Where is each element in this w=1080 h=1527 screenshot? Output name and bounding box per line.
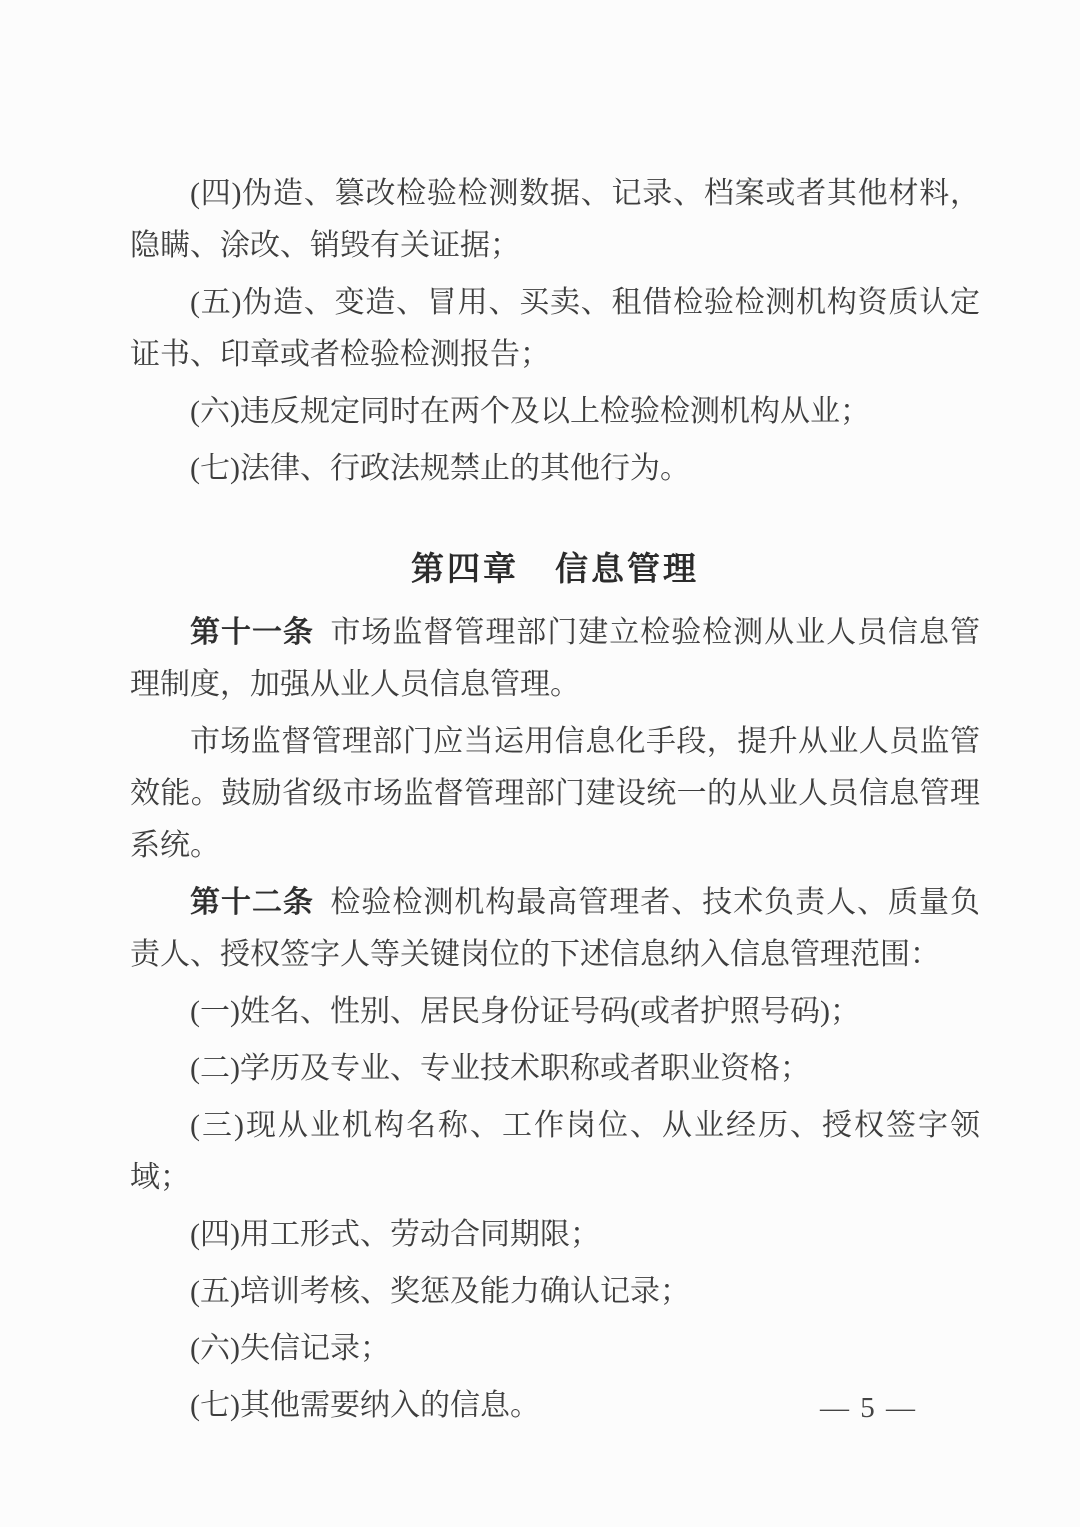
article-12-text: 检验检测机构最高管理者、技术负责人、质量负责人、授权签字人等关键岗位的下述信息纳入信息管理范围：	[130, 886, 981, 971]
clause-item: (三)现从业机构名称、工作岗位、从业经历、授权签字领域；	[130, 1109, 980, 1194]
info-systems-paragraph: 市场监督管理部门应当运用信息化手段，提升从业人员监管效能。鼓励省级市场监督管理部门建设统一的从业人员信息管理系统。	[130, 725, 980, 862]
clause-item: (二)学历及专业、专业技术职称或者职业资格；	[190, 1052, 810, 1085]
article-11-text: 市场监督管理部门建立检验检测从业人员信息管理制度，加强从业人员信息管理。	[130, 616, 981, 701]
clause-item: (六)违反规定同时在两个及以上检验检测机构从业；	[190, 395, 870, 428]
clause-item: (四)伪造、篡改检验检测数据、记录、档案或者其他材料，隐瞒、涂改、销毁有关证据；	[130, 177, 980, 262]
article-11-paragraph	[130, 607, 980, 711]
clause-item: (一)姓名、性别、居民身份证号码(或者护照号码)；	[190, 995, 860, 1028]
article-12-paragraph	[130, 877, 980, 981]
clause-item: (四)用工形式、劳动合同期限；	[190, 1218, 600, 1251]
clause-item: (五)培训考核、奖惩及能力确认记录；	[190, 1275, 690, 1308]
page-number: — 5 —	[820, 1392, 917, 1424]
clause-item: (七)法律、行政法规禁止的其他行为。	[190, 452, 690, 485]
article-12-label: 第十二条	[190, 886, 314, 919]
clause-item: (七)其他需要纳入的信息。	[190, 1389, 540, 1422]
clause-item: (六)失信记录；	[190, 1332, 390, 1365]
article-11-label: 第十一条	[190, 616, 314, 649]
chapter-heading: 第四章 信息管理	[411, 550, 699, 587]
document-content	[130, 168, 980, 1437]
clause-item: (五)伪造、变造、冒用、买卖、租借检验检测机构资质认定证书、印章或者检验检测报告；	[130, 286, 980, 371]
